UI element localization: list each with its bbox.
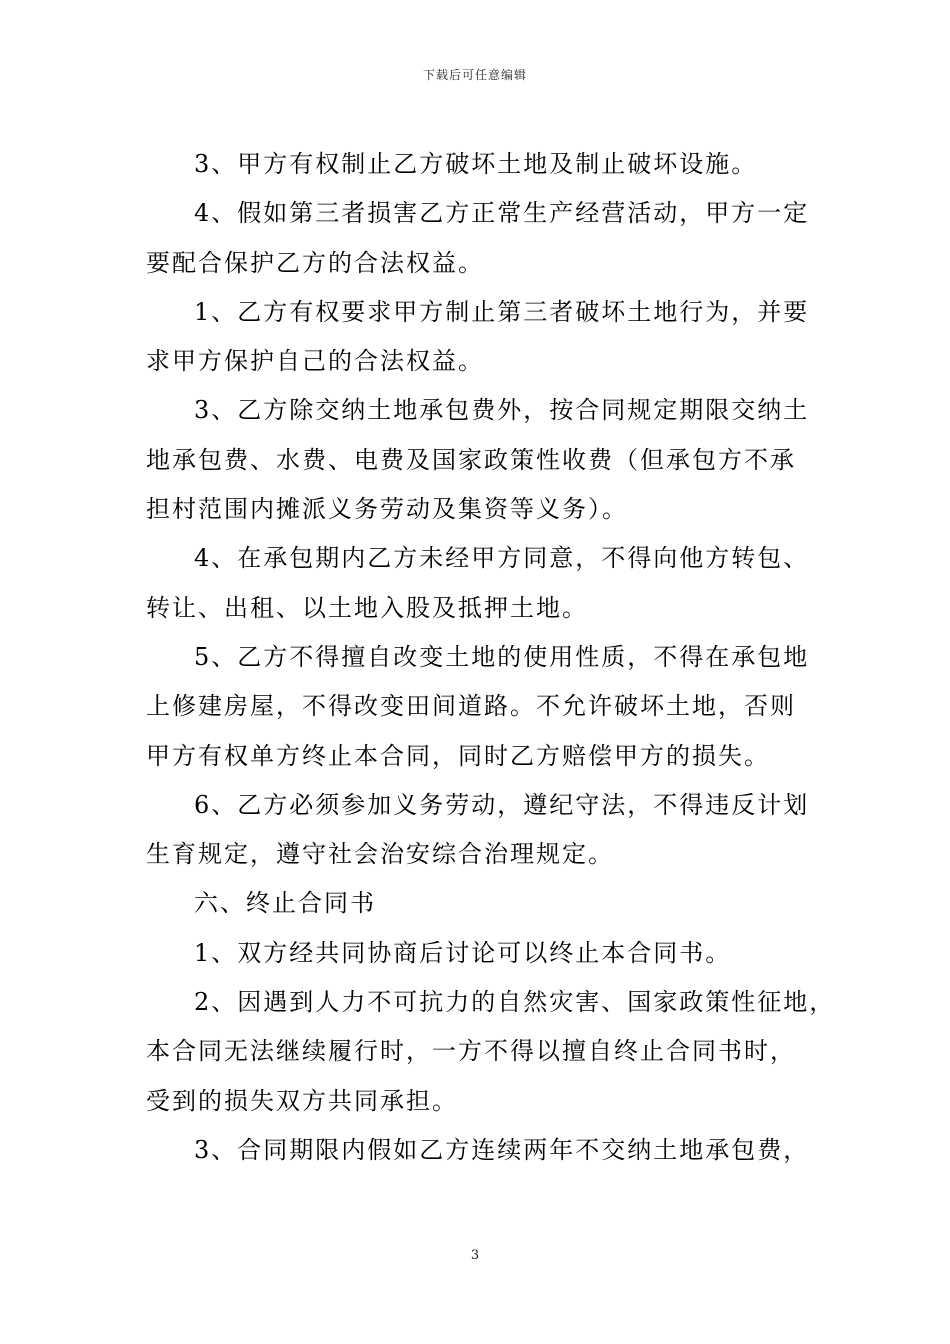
section-heading [146,879,810,928]
text-line: 本合同无法继续履行时，一方不得以擅自终止合同书时， [146,1037,796,1066]
text-line: 3、合同期限内假如乙方连续两年不交纳土地承包费， [194,1135,810,1164]
text-line: 生育规定，遵守社会治安综合治理规定。 [146,840,614,869]
paragraph [146,288,810,387]
text-line: 转让、出租、以土地入股及抵押土地。 [146,593,588,622]
paragraph [146,386,810,534]
text-line: 地承包费、水费、电费及国家政策性收费（但承包方不承 [146,445,796,474]
paragraph [146,140,810,189]
paragraph [146,534,810,633]
paragraph [146,929,810,978]
page-header: 下载后可任意编辑 [422,68,527,82]
text-line: 要配合保护乙方的合法权益。 [146,248,484,277]
text-line: 2、因遇到人力不可抗力的自然灾害、国家政策性征地， [194,988,836,1017]
text-line: 6、乙方必须参加义务劳动，遵纪守法，不得违反计划 [194,790,810,819]
paragraph [146,1126,810,1175]
text-line: 4、在承包期内乙方未经甲方同意，不得向他方转包、 [194,544,810,573]
text-line: 3、乙方除交纳土地承包费外，按合同规定期限交纳土 [194,396,810,425]
paragraph [146,978,836,1126]
text-line: 1、双方经共同协商后讨论可以终止本合同书。 [194,938,732,967]
text-line: 3、甲方有权制止乙方破坏土地及制止破坏设施。 [194,150,758,178]
paragraph [146,189,810,288]
text-line: 5、乙方不得擅自改变土地的使用性质，不得在承包地 [194,642,810,671]
text-line: 4、假如第三者损害乙方正常生产经营活动，甲方一定 [194,199,810,228]
text-line: 受到的损失双方共同承担。 [146,1086,458,1115]
text-line: 六、终止合同书 [194,889,376,918]
page-number: 3 [470,1248,480,1263]
text-line: 甲方有权单方终止本合同，同时乙方赔偿甲方的损失。 [146,741,770,770]
text-line: 担村范围内摊派义务劳动及集资等义务）。 [146,495,628,524]
paragraph [146,633,810,781]
text-line: 求甲方保护自己的合法权益。 [146,347,484,376]
document-body [146,140,836,1175]
text-line: 1、乙方有权要求甲方制止第三者破坏土地行为，并要 [194,297,810,326]
paragraph [146,781,810,880]
text-line: 上修建房屋，不得改变田间道路。不允许破坏土地，否则 [146,692,796,721]
